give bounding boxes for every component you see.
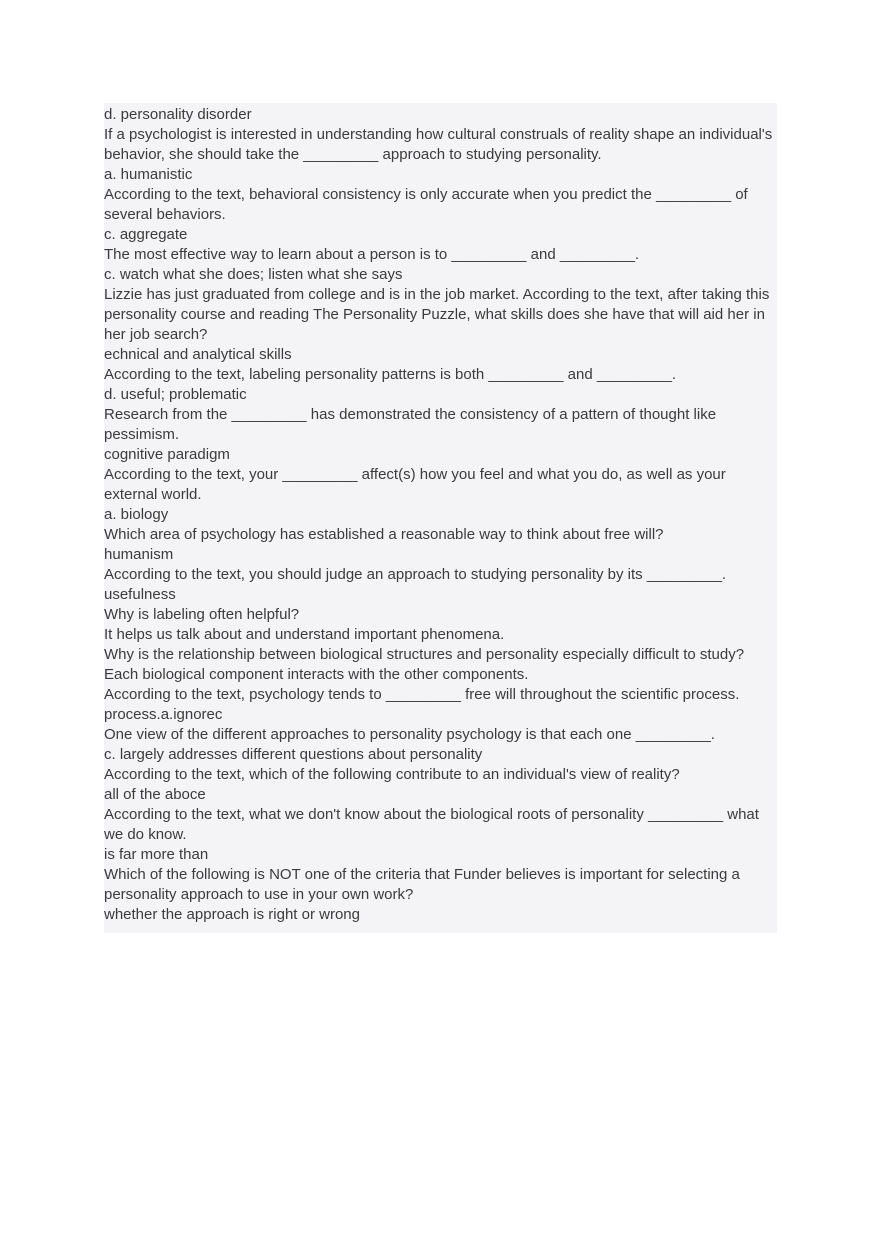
- document-paragraph: Why is labeling often helpful?: [104, 606, 300, 623]
- document-paragraph: c. largely addresses different questions about personality: [104, 746, 483, 763]
- document-paragraph: According to the text, psychology tends to _________ free will throughout the scientific process.: [104, 686, 740, 703]
- document-paragraph: The most effective way to learn about a person is to _________ and _________.: [104, 246, 640, 263]
- document-paragraph: Each biological component interacts with the other components.: [104, 666, 529, 683]
- document-paragraph: is far more than: [104, 846, 209, 863]
- document-paragraph: c. aggregate: [104, 226, 188, 243]
- document-paragraph: Research from the _________ has demonstrated the consistency of a pattern of thought like pessimism.: [104, 406, 717, 443]
- document-paragraph: all of the aboce: [104, 786, 206, 803]
- document-paragraph: c. watch what she does; listen what she says: [104, 266, 403, 283]
- document-paragraph: According to the text, behavioral consistency is only accurate when you predict the _________ of several behaviors.: [104, 186, 748, 223]
- document-paragraph: Lizzie has just graduated from college and is in the job market. According to the text, after taking this personality course and reading The Personality Puzzle, what skills does she have that will aid her in her job search?: [104, 286, 770, 343]
- document-paragraph: Which of the following is NOT one of the criteria that Funder believes is important for selecting a personality approach to use in your own work?: [104, 866, 740, 903]
- document-paragraph: a. humanistic: [104, 166, 193, 183]
- document-paragraph: According to the text, your _________ affect(s) how you feel and what you do, as well as your external world.: [104, 466, 726, 503]
- document-paragraph: If a psychologist is interested in understanding how cultural construals of reality shape an individual's behavior, she should take the _________ approach to studying personality.: [104, 126, 773, 163]
- document-paragraph: whether the approach is right or wrong: [104, 906, 360, 923]
- document-paragraph: One view of the different approaches to personality psychology is that each one _________.: [104, 726, 715, 743]
- document-paragraph: cognitive paradigm: [104, 446, 230, 463]
- document-paragraph: echnical and analytical skills: [104, 346, 292, 363]
- document-paragraph: It helps us talk about and understand important phenomena.: [104, 626, 505, 643]
- document-paragraph: d. useful; problematic: [104, 386, 247, 403]
- document-paragraph: According to the text, which of the following contribute to an individual's view of reality?: [104, 766, 680, 783]
- document-paragraph: According to the text, labeling personality patterns is both _________ and _________.: [104, 366, 677, 383]
- document-paragraph: d. personality disorder: [104, 106, 252, 123]
- document-paragraph: Why is the relationship between biological structures and personality especially difficult to study?: [104, 646, 745, 663]
- document-paragraph: Which area of psychology has established a reasonable way to think about free will?: [104, 526, 664, 543]
- document-paragraph: According to the text, what we don't know about the biological roots of personality _________ what we do know.: [104, 806, 759, 843]
- document-paragraph: a. biology: [104, 506, 169, 523]
- document-paragraph: process.a.ignorec: [104, 706, 223, 723]
- document-paragraph: According to the text, you should judge an approach to studying personality by its _________.: [104, 566, 727, 583]
- document-content-block: [104, 103, 777, 933]
- document-paragraph: usefulness: [104, 586, 176, 603]
- document-paragraph: humanism: [104, 546, 174, 563]
